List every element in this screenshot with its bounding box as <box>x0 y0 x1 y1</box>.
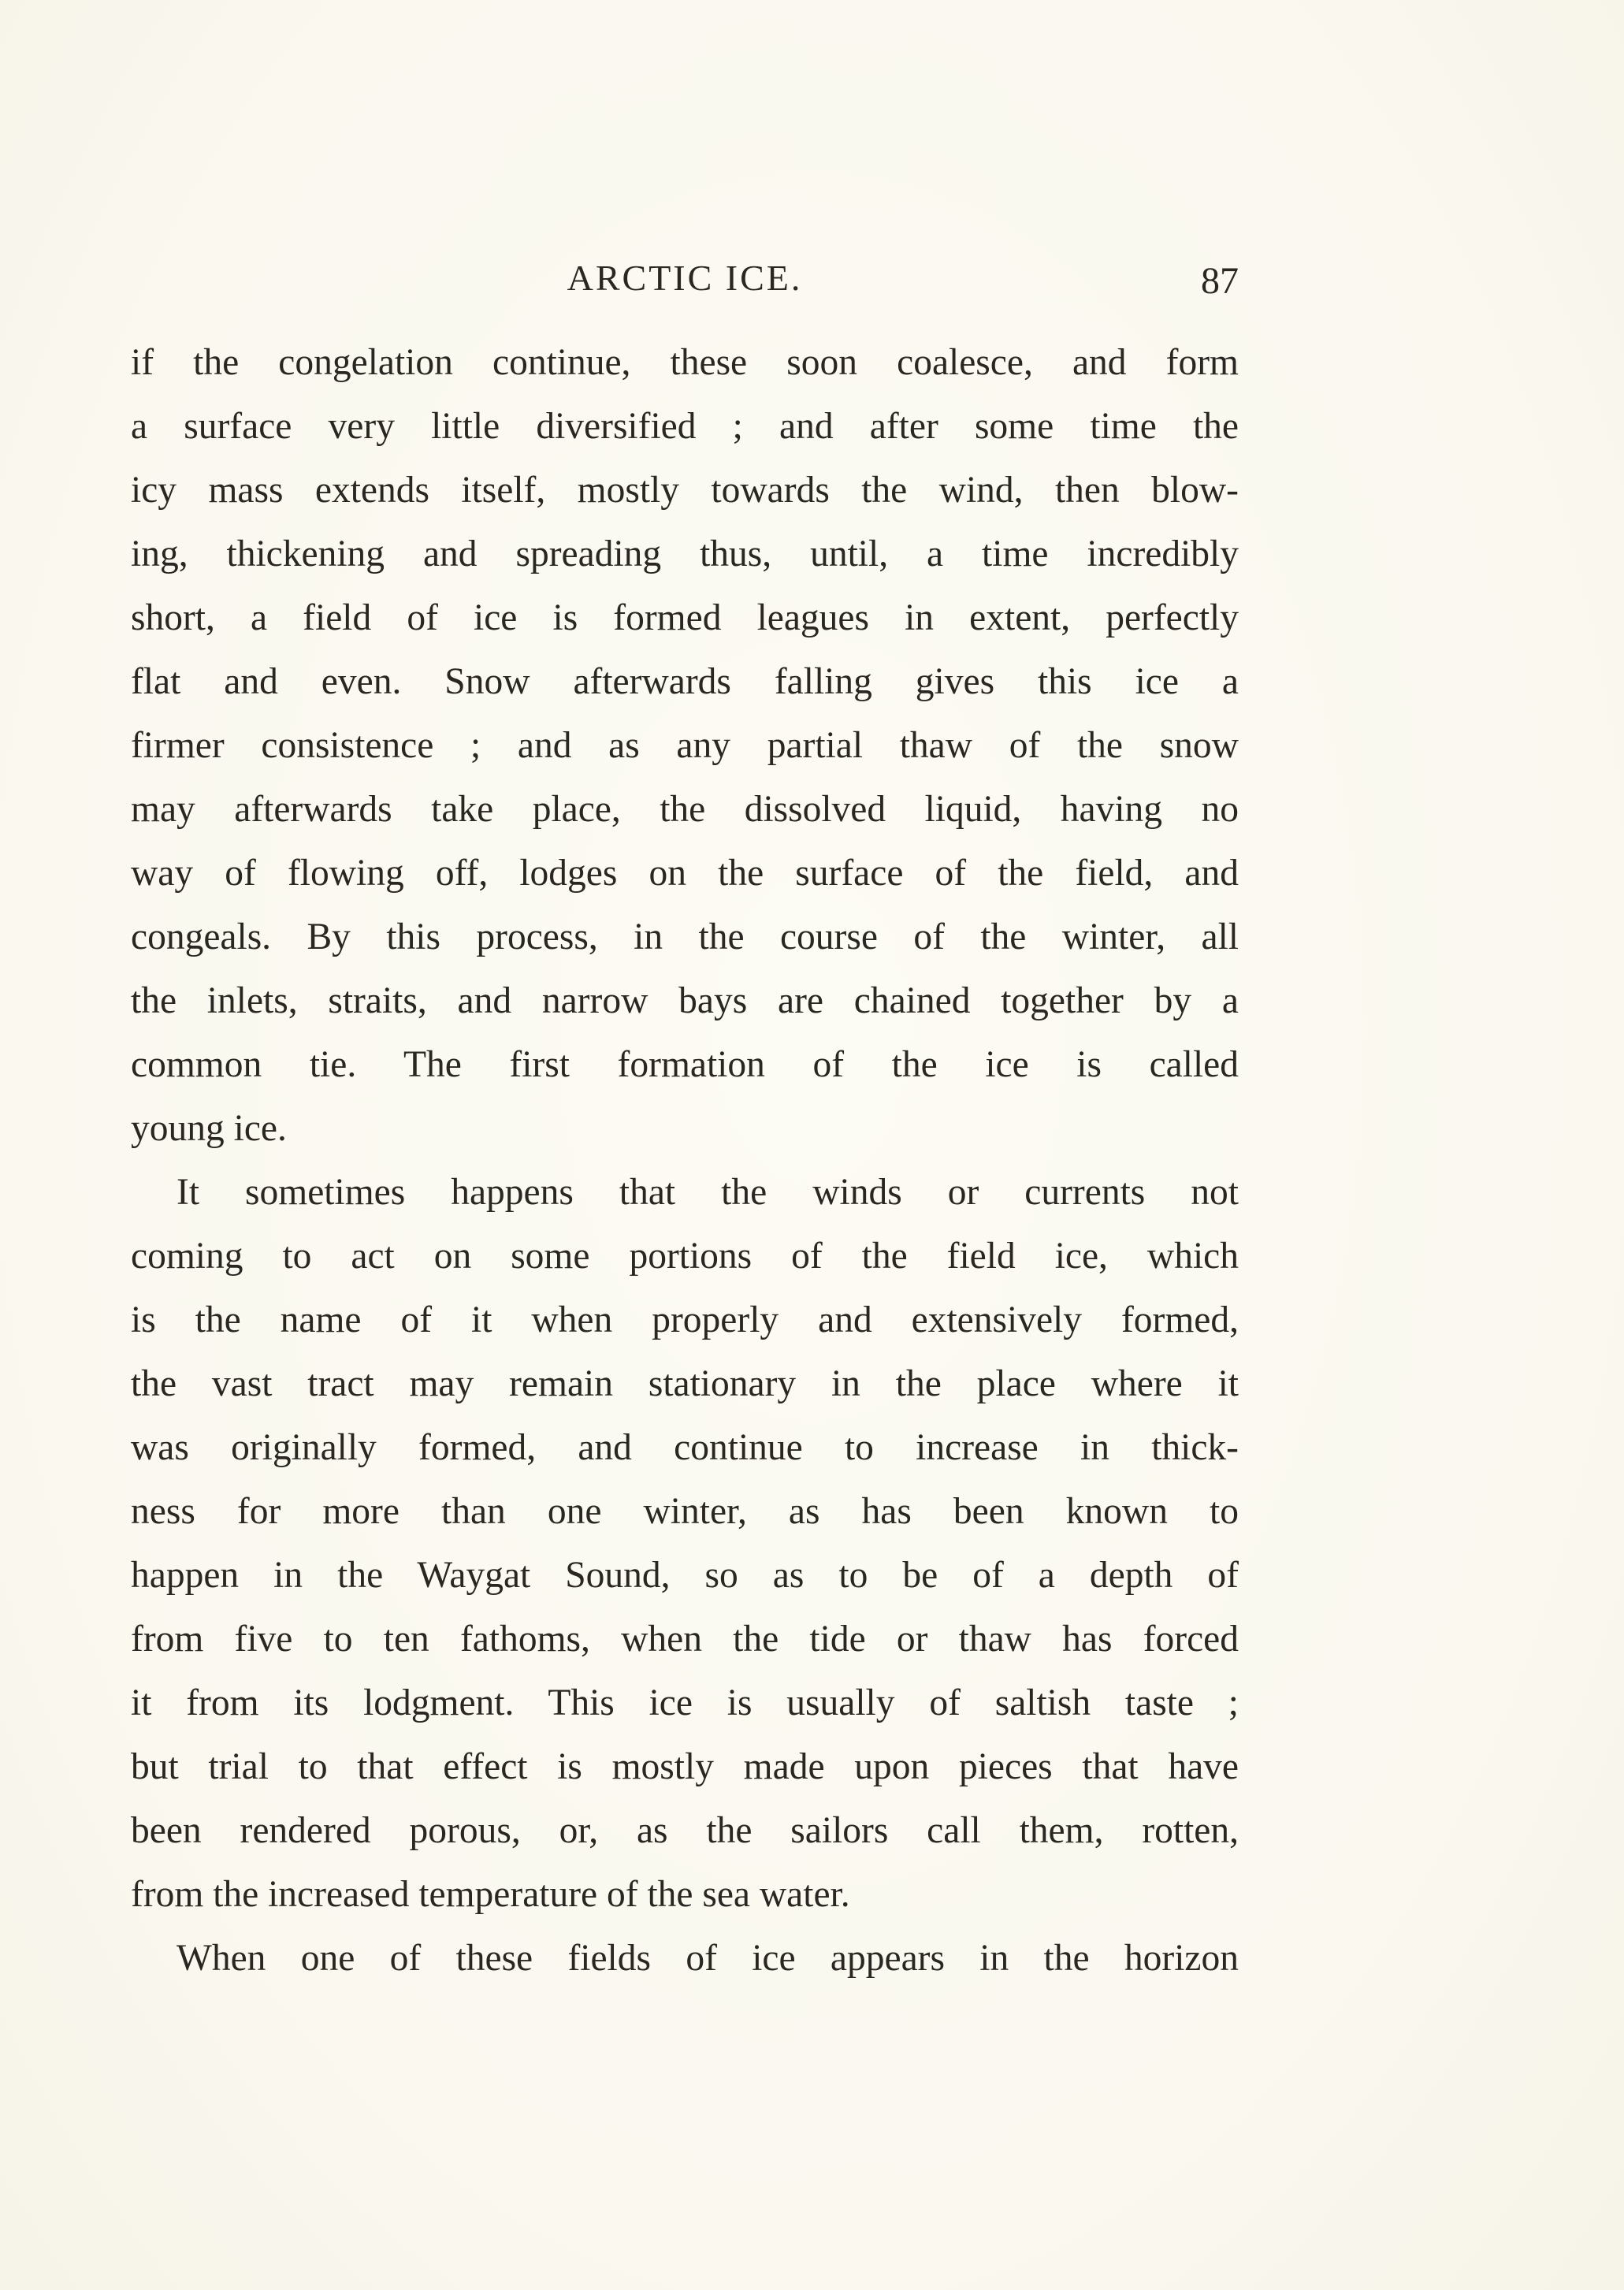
text-line: if the congelation continue, these soon coalesce, and form <box>131 342 1239 383</box>
running-title: ARCTIC ICE. <box>567 258 803 298</box>
text-line: may afterwards take place, the dissolved liquid, having no <box>131 789 1239 830</box>
text-line: is the name of it when properly and extensively formed, <box>131 1299 1239 1340</box>
text-line: happen in the Waygat Sound, so as to be of a depth of <box>131 1555 1239 1596</box>
text-line: from five to ten fathoms, when the tide or thaw has forced <box>131 1619 1239 1660</box>
text-line: way of flowing off, lodges on the surface of the field, and <box>131 853 1239 894</box>
text-line: short, a field of ice is formed leagues in extent, perfectly <box>131 597 1239 638</box>
text-line: coming to act on some portions of the field ice, which <box>131 1236 1239 1277</box>
text-line: was originally formed, and continue to increase in thick- <box>131 1427 1239 1468</box>
text-line: the inlets, straits, and narrow bays are chained together by a <box>131 980 1239 1021</box>
text-line: ness for more than one winter, as has been known to <box>131 1491 1239 1532</box>
text-line: ing, thickening and spreading thus, until, a time incredibly <box>131 533 1239 574</box>
text-line: the vast tract may remain stationary in the place where it <box>131 1363 1239 1404</box>
text-line: It sometimes happens that the winds or currents not <box>177 1172 1239 1213</box>
text-line: been rendered porous, or, as the sailors call them, rotten, <box>131 1810 1239 1851</box>
text-line: When one of these fields of ice appears in the horizon <box>177 1938 1239 1979</box>
text-line: it from its lodgment. This ice is usually of saltish taste ; <box>131 1682 1239 1723</box>
text-line: but trial to that effect is mostly made upon pieces that have <box>131 1746 1239 1787</box>
body-text <box>131 331 1239 1991</box>
text-line: flat and even. Snow afterwards falling gives this ice a <box>131 661 1239 702</box>
page-header <box>131 251 1239 306</box>
text-line: a surface very little diversified ; and after some time the <box>131 406 1239 447</box>
text-line: common tie. The first formation of the ice is called <box>131 1044 1239 1085</box>
text-line: young ice. <box>131 1108 287 1149</box>
text-line: from the increased temperature of the sea water. <box>131 1874 850 1915</box>
text-line: firmer consistence ; and as any partial thaw of the snow <box>131 725 1239 766</box>
page-number: 87 <box>1201 260 1239 302</box>
text-line: congeals. By this process, in the course of the winter, all <box>131 916 1239 957</box>
text-line: icy mass extends itself, mostly towards the wind, then blow- <box>131 470 1239 511</box>
